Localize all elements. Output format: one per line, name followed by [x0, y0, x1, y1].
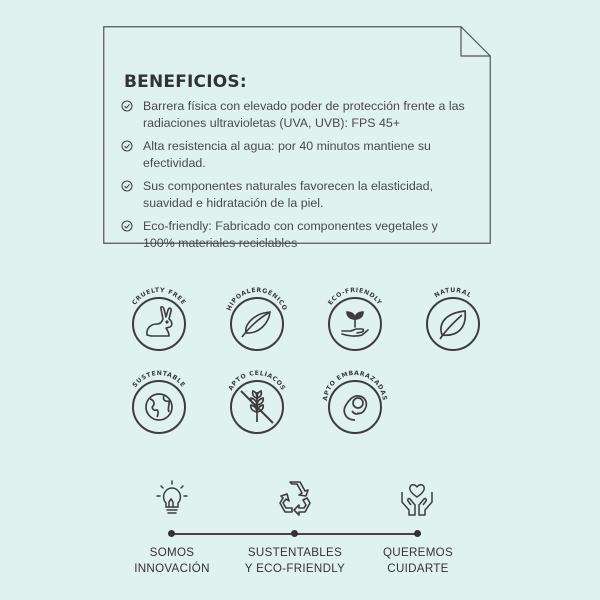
badge-eco-friendly [310, 279, 400, 369]
sprout-hand-icon [342, 312, 368, 336]
benefit-item [121, 138, 466, 172]
timeline-label-line: SOMOS [149, 546, 195, 559]
badge-label: SUSTENTABLE [131, 369, 187, 389]
timeline-dot [168, 530, 175, 537]
timeline-label-innovacion [112, 545, 232, 577]
benefit-text: Alta resistencia al agua: por 40 minutos mantiene su efectividad. [143, 139, 431, 170]
benefit-text: Sus componentes naturales favorecen la elasticidad, suavidad e hidratación de la piel. [143, 179, 433, 210]
check-circle-icon [121, 220, 133, 232]
check-circle-icon [121, 180, 133, 192]
timeline-label-line: SUSTENTABLES [247, 546, 343, 559]
fetus-icon [344, 396, 366, 420]
benefit-item [121, 98, 466, 132]
recycle-icon [275, 478, 315, 518]
badge-sustentable [114, 362, 204, 452]
badge-label: ECO-FRIENDLY [326, 286, 384, 307]
check-circle-icon [121, 100, 133, 112]
benefit-item [121, 218, 466, 252]
lightbulb-icon [152, 478, 192, 518]
badge-hipoalergenico [212, 279, 302, 369]
badge-natural [408, 279, 498, 369]
timeline-label-line: CUIDARTE [387, 562, 449, 575]
leaf-icon [440, 311, 465, 339]
timeline-label-line: INNOVACIÓN [134, 562, 210, 575]
timeline-label-line: QUEREMOS [382, 546, 454, 559]
benefit-text: Barrera física con elevado poder de protección frente a las radiaciones ultravioletas (UVA, UVB): FPS 45+ [143, 99, 465, 130]
timeline-dot [291, 530, 298, 537]
wheat-crossed-icon [241, 391, 273, 423]
check-circle-icon [121, 140, 133, 152]
benefit-text: Eco-friendly: Fabricado con componentes vegetales y 100% materiales reciclables [143, 219, 438, 250]
heart-hands-icon [397, 478, 437, 518]
timeline-label-cuidarte [358, 545, 478, 577]
badge-label: APTO CELÍACOS [227, 369, 287, 392]
badge-label: CRUELTY FREE [131, 286, 187, 307]
badge-label: APTO EMBARAZADAS [322, 369, 388, 402]
timeline-dot [414, 530, 421, 537]
feather-icon [242, 312, 270, 337]
timeline-label-sustentables [235, 545, 355, 577]
benefit-item [121, 178, 466, 212]
badge-label: HIPOALERGÉNICO [225, 286, 289, 312]
benefits-card [103, 26, 491, 250]
globe-icon [146, 394, 172, 420]
rabbit-icon [147, 307, 172, 336]
badge-apto-embarazadas [310, 362, 400, 452]
card-title: BENEFICIOS: [124, 72, 247, 92]
badge-apto-celiacos [212, 362, 302, 452]
timeline-label-line: Y ECO-FRIENDLY [244, 562, 346, 575]
badge-label: NATURAL [433, 286, 473, 300]
benefits-list [121, 98, 466, 258]
badge-cruelty-free [114, 279, 204, 369]
